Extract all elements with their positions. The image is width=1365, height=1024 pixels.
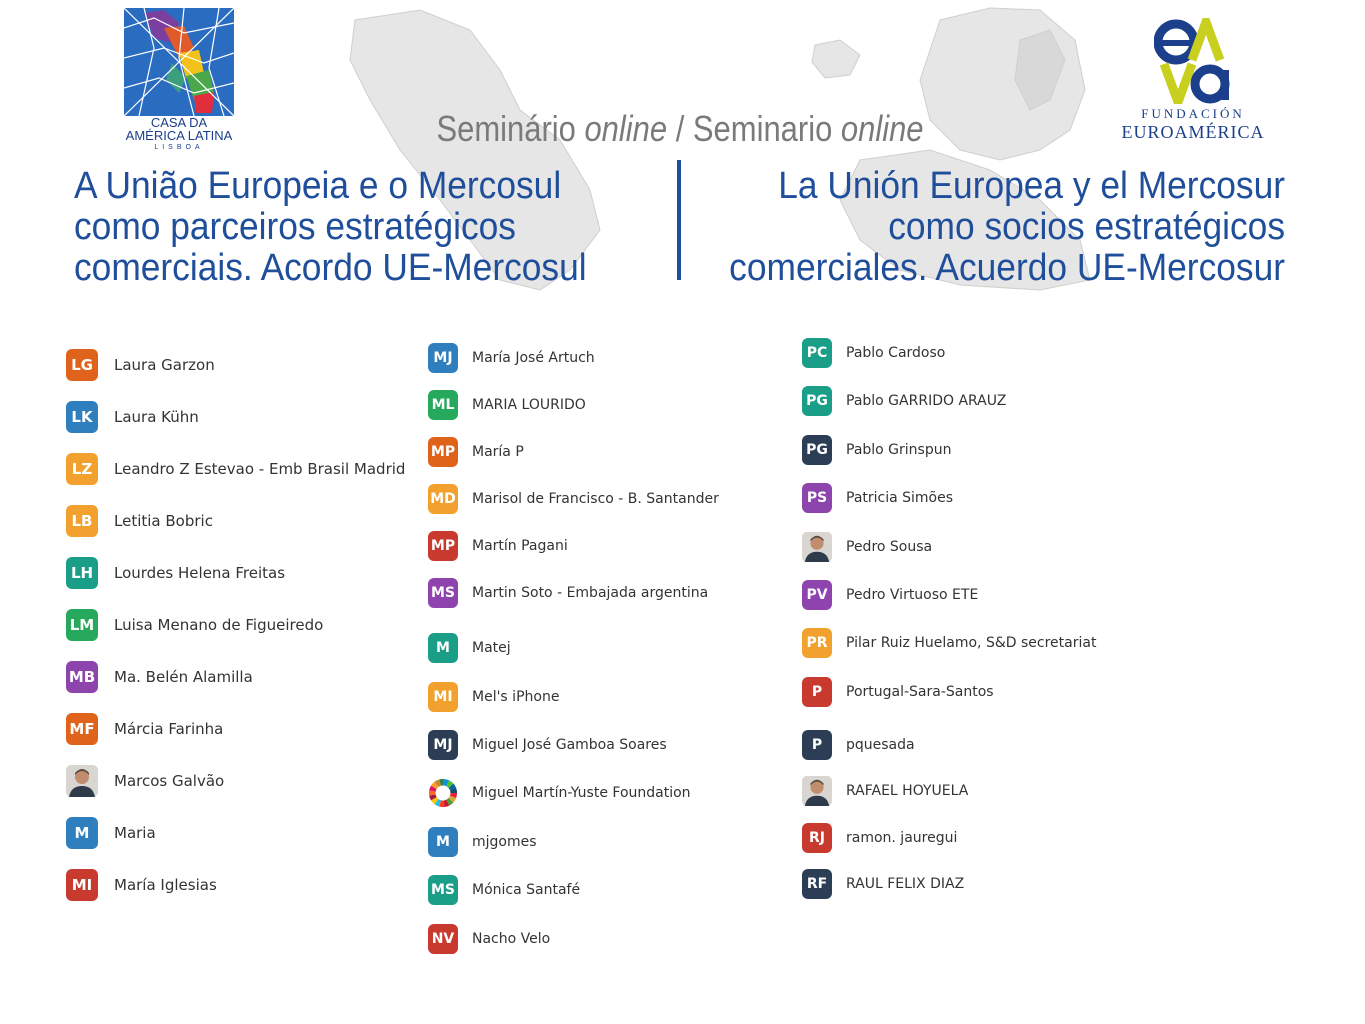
participant-name: María P xyxy=(472,444,524,460)
seminar-subtitle xyxy=(422,108,938,150)
avatar-initials: LZ xyxy=(66,453,98,485)
participant-item[interactable] xyxy=(428,825,537,859)
participant-item[interactable] xyxy=(66,660,253,694)
participant-item[interactable] xyxy=(66,816,156,850)
participant-item[interactable] xyxy=(802,336,945,370)
avatar-initials: PR xyxy=(802,628,832,658)
participant-name: Laura Kühn xyxy=(114,408,199,426)
avatar-initials: PS xyxy=(802,483,832,513)
participant-name: Patricia Simões xyxy=(846,490,954,506)
participant-name: Marisol de Francisco - B. Santander xyxy=(472,491,719,507)
fundacion-euroamerica-logo xyxy=(1108,18,1278,148)
avatar-initials: MI xyxy=(428,682,458,712)
avatar-initials: LK xyxy=(66,401,98,433)
person-photo-icon xyxy=(802,776,832,806)
participant-item[interactable] xyxy=(66,764,224,798)
title-es-line3: comerciales. Acuerdo UE-Mercosur xyxy=(729,247,1285,289)
participant-name: María Iglesias xyxy=(114,876,217,894)
person-photo-icon xyxy=(66,765,98,797)
participant-item[interactable] xyxy=(428,873,580,907)
subtitle-part-2: online xyxy=(584,108,668,149)
title-spanish xyxy=(708,166,1285,289)
participant-item[interactable] xyxy=(802,530,932,564)
participant-item[interactable] xyxy=(428,631,511,665)
title-es-line2: como socios estratégicos xyxy=(888,206,1285,248)
avatar-initials: RJ xyxy=(802,823,832,853)
participant-item[interactable] xyxy=(802,433,951,467)
avatar-initials: PC xyxy=(802,338,832,368)
participant-item[interactable] xyxy=(66,868,217,902)
avatar-initials: MI xyxy=(66,869,98,901)
participant-item[interactable] xyxy=(66,348,215,382)
participant-name: RAUL FELIX DIAZ xyxy=(846,876,965,892)
avatar-initials: RF xyxy=(802,869,832,899)
participant-item[interactable] xyxy=(428,728,667,762)
casa-mosaic-icon xyxy=(124,8,234,116)
participant-item[interactable] xyxy=(428,776,691,810)
avatar-initials: M xyxy=(428,827,458,857)
casa-logo-line2: AMÉRICA LATINA xyxy=(125,128,233,143)
participant-item[interactable] xyxy=(428,388,586,422)
participant-item[interactable] xyxy=(66,400,199,434)
participant-name: María José Artuch xyxy=(472,350,595,366)
participant-item[interactable] xyxy=(802,384,1006,418)
participant-item[interactable] xyxy=(802,578,978,612)
avatar-initials: NV xyxy=(428,924,458,954)
participant-name: MARIA LOURIDO xyxy=(472,397,586,413)
participant-name: Márcia Farinha xyxy=(114,720,224,738)
title-portuguese xyxy=(74,166,632,289)
person-photo-icon xyxy=(802,532,832,562)
participant-item[interactable] xyxy=(802,728,915,762)
participant-name: Miguel Martín-Yuste Foundation xyxy=(472,785,691,801)
subtitle-part-4: online xyxy=(840,108,924,149)
participant-name: ramon. jauregui xyxy=(846,830,958,846)
participant-item[interactable] xyxy=(428,529,568,563)
participant-name: Laura Garzon xyxy=(114,356,215,374)
avatar-initials: LM xyxy=(66,609,98,641)
participant-item[interactable] xyxy=(802,867,964,901)
avatar-initials: LB xyxy=(66,505,98,537)
participant-name: mjgomes xyxy=(472,834,537,850)
participant-item[interactable] xyxy=(66,712,223,746)
avatar-initials: MJ xyxy=(428,343,458,373)
participant-name: Nacho Velo xyxy=(472,931,551,947)
participant-name: Pedro Virtuoso ETE xyxy=(846,587,979,603)
participant-item[interactable] xyxy=(66,556,285,590)
participant-name: Portugal-Sara-Santos xyxy=(846,684,994,700)
participant-name: Mónica Santafé xyxy=(472,882,581,898)
participant-item[interactable] xyxy=(428,922,550,956)
avatar-initials: MD xyxy=(428,484,458,514)
participant-item[interactable] xyxy=(802,626,1096,660)
avatar-initials: PG xyxy=(802,386,832,416)
participant-name: Martin Soto - Embajada argentina xyxy=(472,585,709,601)
casa-logo-line1: CASA DA xyxy=(150,115,208,130)
participant-item[interactable] xyxy=(802,675,994,709)
participant-item[interactable] xyxy=(802,481,953,515)
participant-name: Pablo Cardoso xyxy=(846,345,946,361)
participant-item[interactable] xyxy=(428,482,719,516)
participant-item[interactable] xyxy=(802,774,968,808)
participant-item[interactable] xyxy=(428,680,559,714)
sdg-wheel-icon xyxy=(428,778,458,808)
avatar-initials: PV xyxy=(802,580,832,610)
participant-item[interactable] xyxy=(428,576,708,610)
avatar-initials: MF xyxy=(66,713,98,745)
avatar-initials: MJ xyxy=(428,730,458,760)
avatar-initials: ML xyxy=(428,390,458,420)
participant-name: Maria xyxy=(114,824,156,842)
participant-item[interactable] xyxy=(66,452,405,486)
avatar-initials: P xyxy=(802,730,832,760)
avatar-initials: MP xyxy=(428,437,458,467)
subtitle-part-3: / Seminario xyxy=(667,108,841,149)
participant-item[interactable] xyxy=(428,341,595,375)
casa-america-latina-logo xyxy=(124,8,234,158)
participant-name: Letitia Bobric xyxy=(114,512,213,530)
avatar-initials: MB xyxy=(66,661,98,693)
participant-name: Ma. Belén Alamilla xyxy=(114,668,253,686)
participant-name: pquesada xyxy=(846,737,915,753)
title-pt-line1: A União Europeia e o Mercosul xyxy=(74,165,562,207)
participant-name: Pedro Sousa xyxy=(846,539,933,555)
title-pt-line2: como parceiros estratégicos xyxy=(74,206,516,248)
euroamerica-mark-icon xyxy=(1154,18,1230,104)
participant-item[interactable] xyxy=(802,821,957,855)
participant-name: Luisa Menano de Figueiredo xyxy=(114,616,324,634)
participant-item[interactable] xyxy=(66,504,213,538)
participant-name: Pilar Ruiz Huelamo, S&D secretariat xyxy=(846,635,1097,651)
title-divider xyxy=(677,160,681,280)
participant-item[interactable] xyxy=(428,435,524,469)
avatar-initials: M xyxy=(428,633,458,663)
avatar-initials: M xyxy=(66,817,98,849)
participant-name: Leandro Z Estevao - Emb Brasil Madrid xyxy=(114,460,406,478)
participant-name: Martín Pagani xyxy=(472,538,568,554)
participant-name: RAFAEL HOYUELA xyxy=(846,783,969,799)
avatar-initials: P xyxy=(802,677,832,707)
participant-name: Mel's iPhone xyxy=(472,689,560,705)
avatar-initials: LH xyxy=(66,557,98,589)
title-pt-line3: comerciais. Acordo UE-Mercosul xyxy=(74,247,587,289)
subtitle-part-1: Seminário xyxy=(436,108,585,149)
avatar-initials: MS xyxy=(428,875,458,905)
participant-name: Pablo GARRIDO ARAUZ xyxy=(846,393,1007,409)
casa-logo-line3: LISBOA xyxy=(154,144,204,151)
participant-name: Marcos Galvão xyxy=(114,772,225,790)
participant-name: Miguel José Gamboa Soares xyxy=(472,737,667,753)
avatar-initials: MS xyxy=(428,578,458,608)
participant-name: Matej xyxy=(472,640,511,656)
avatar-initials: MP xyxy=(428,531,458,561)
avatar-initials: PG xyxy=(802,435,832,465)
participant-name: Lourdes Helena Freitas xyxy=(114,564,286,582)
euroamerica-logo-line1: FUNDACIÓN xyxy=(1141,106,1245,121)
participant-item[interactable] xyxy=(66,608,323,642)
title-es-line1: La Unión Europea y el Mercosur xyxy=(778,165,1285,207)
participant-name: Pablo Grinspun xyxy=(846,442,952,458)
euroamerica-logo-line2: EUROAMÉRICA xyxy=(1121,122,1265,142)
avatar-initials: LG xyxy=(66,349,98,381)
